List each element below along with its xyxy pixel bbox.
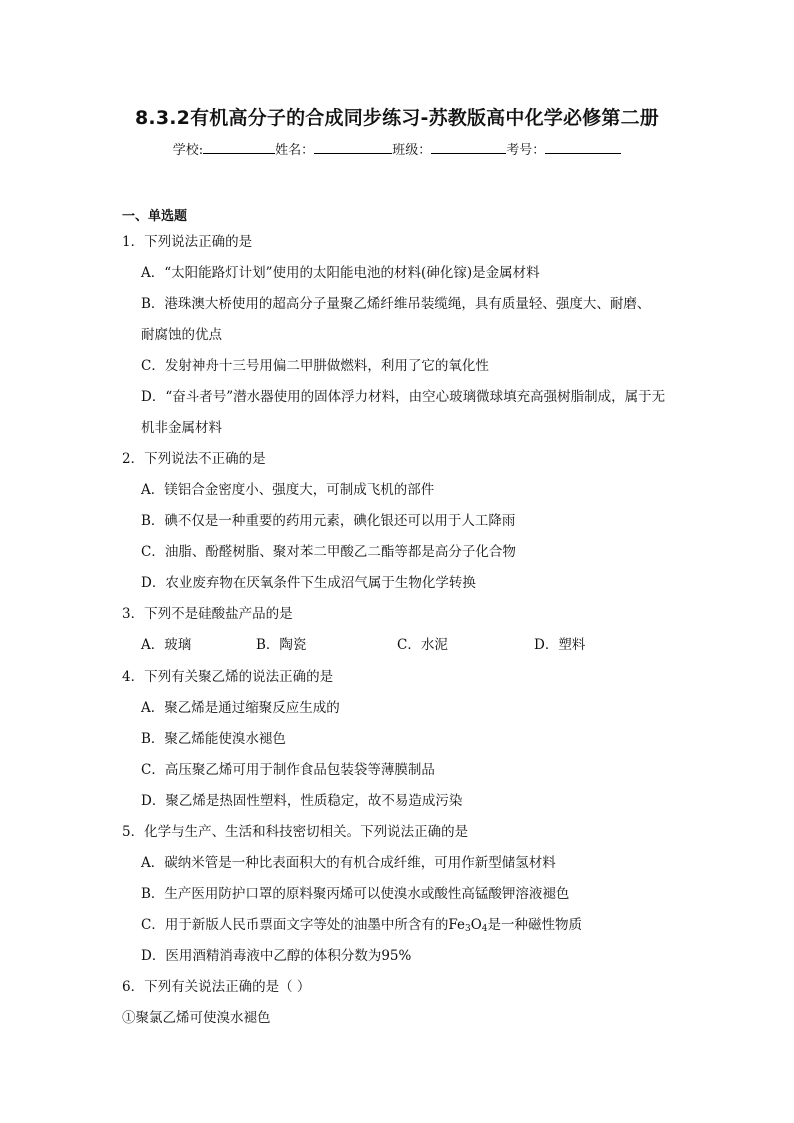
subscript-4: 4 (481, 924, 488, 934)
section-heading: 一、单选题 (122, 209, 188, 224)
subscript-3: 3 (464, 924, 471, 934)
option-c-text-mid: O (470, 917, 482, 933)
number-blank (545, 141, 621, 154)
question-1-option-b: B．港珠澳大桥使用的超高分子量聚乙烯纤维吊装缆绳，具有质量轻、强度大、耐磨、 (141, 296, 651, 312)
question-3-stem: 3．下列不是硅酸盐产品的是 (122, 606, 293, 622)
question-5-option-d: D．医用酒精消毒液中乙醇的体积分数为95% (141, 948, 412, 964)
question-1-option-b-cont: 耐腐蚀的优点 (141, 327, 222, 343)
question-1-option-c: C．发射神舟十三号用偏二甲肼做燃料，利用了它的氧化性 (141, 358, 489, 374)
question-4-option-c: C．高压聚乙烯可用于制作食品包装袋等薄膜制品 (141, 762, 435, 778)
question-2-option-b: B．碘不仅是一种重要的药用元素，碘化银还可以用于人工降雨 (141, 513, 516, 529)
number-label: 考号： (506, 143, 546, 158)
question-1-stem: 1．下列说法正确的是 (122, 234, 253, 250)
question-5-stem: 5．化学与生产、生活和科技密切相关。下列说法正确的是 (122, 824, 469, 840)
question-3-option-a: A．玻璃 (141, 637, 192, 653)
name-blank (314, 141, 392, 154)
question-1-option-d: D．“奋斗者号”潜水器使用的固体浮力材料，由空心玻璃微球填充高强树脂制成，属于无 (141, 389, 666, 405)
question-2-stem: 2．下列说法不正确的是 (122, 451, 266, 467)
question-4-option-b: B．聚乙烯能使溴水褪色 (141, 731, 286, 747)
question-4-option-d: D．聚乙烯是热固性塑料，性质稳定，故不易造成污染 (141, 793, 463, 809)
class-label: 班级： (392, 143, 432, 158)
option-c-text-pre: C．用于新版人民币票面文字等处的油墨中所含有的Fe (141, 917, 465, 933)
question-1-option-a: A．“太阳能路灯计划”使用的太阳能电池的材料(砷化镓)是金属材料 (141, 265, 540, 281)
question-2-option-d: D．农业废弃物在厌氧条件下生成沼气属于生物化学转换 (141, 575, 476, 591)
question-2-option-c: C．油脂、酚醛树脂、聚对苯二甲酸乙二酯等都是高分子化合物 (141, 544, 516, 560)
question-5-option-b: B．生产医用防护口罩的原料聚丙烯可以使溴水或酸性高锰酸钾溶液褪色 (141, 886, 570, 902)
question-3-option-c: C．水泥 (397, 637, 448, 653)
name-label: 姓名： (275, 143, 315, 158)
option-c-text-post: 是一种磁性物质 (487, 917, 582, 933)
question-2-option-a: A．镁铝合金密度小、强度大，可制成飞机的部件 (141, 482, 435, 498)
question-6-item-1: ①聚氯乙烯可使溴水褪色 (122, 1010, 271, 1026)
school-label: 学校: (172, 143, 204, 158)
question-5-option-c (141, 913, 582, 934)
question-4-stem: 4．下列有关聚乙烯的说法正确的是 (122, 669, 334, 685)
question-5-option-a: A．碳纳米管是一种比表面积大的有机合成纤维，可用作新型储氢材料 (141, 855, 556, 871)
question-6-stem: 6．下列有关说法正确的是（ ） (122, 979, 311, 995)
question-3-option-d: D．塑料 (534, 637, 586, 653)
question-1-option-d-cont: 机非金属材料 (141, 420, 222, 436)
school-blank (203, 141, 275, 154)
class-blank (431, 141, 506, 154)
question-4-option-a: A．聚乙烯是通过缩聚反应生成的 (141, 700, 340, 716)
student-info-line (0, 139, 794, 158)
document-title: 8.3.2有机高分子的合成同步练习-苏教版高中化学必修第二册 (135, 107, 659, 129)
question-3-option-b: B．陶瓷 (256, 637, 307, 653)
